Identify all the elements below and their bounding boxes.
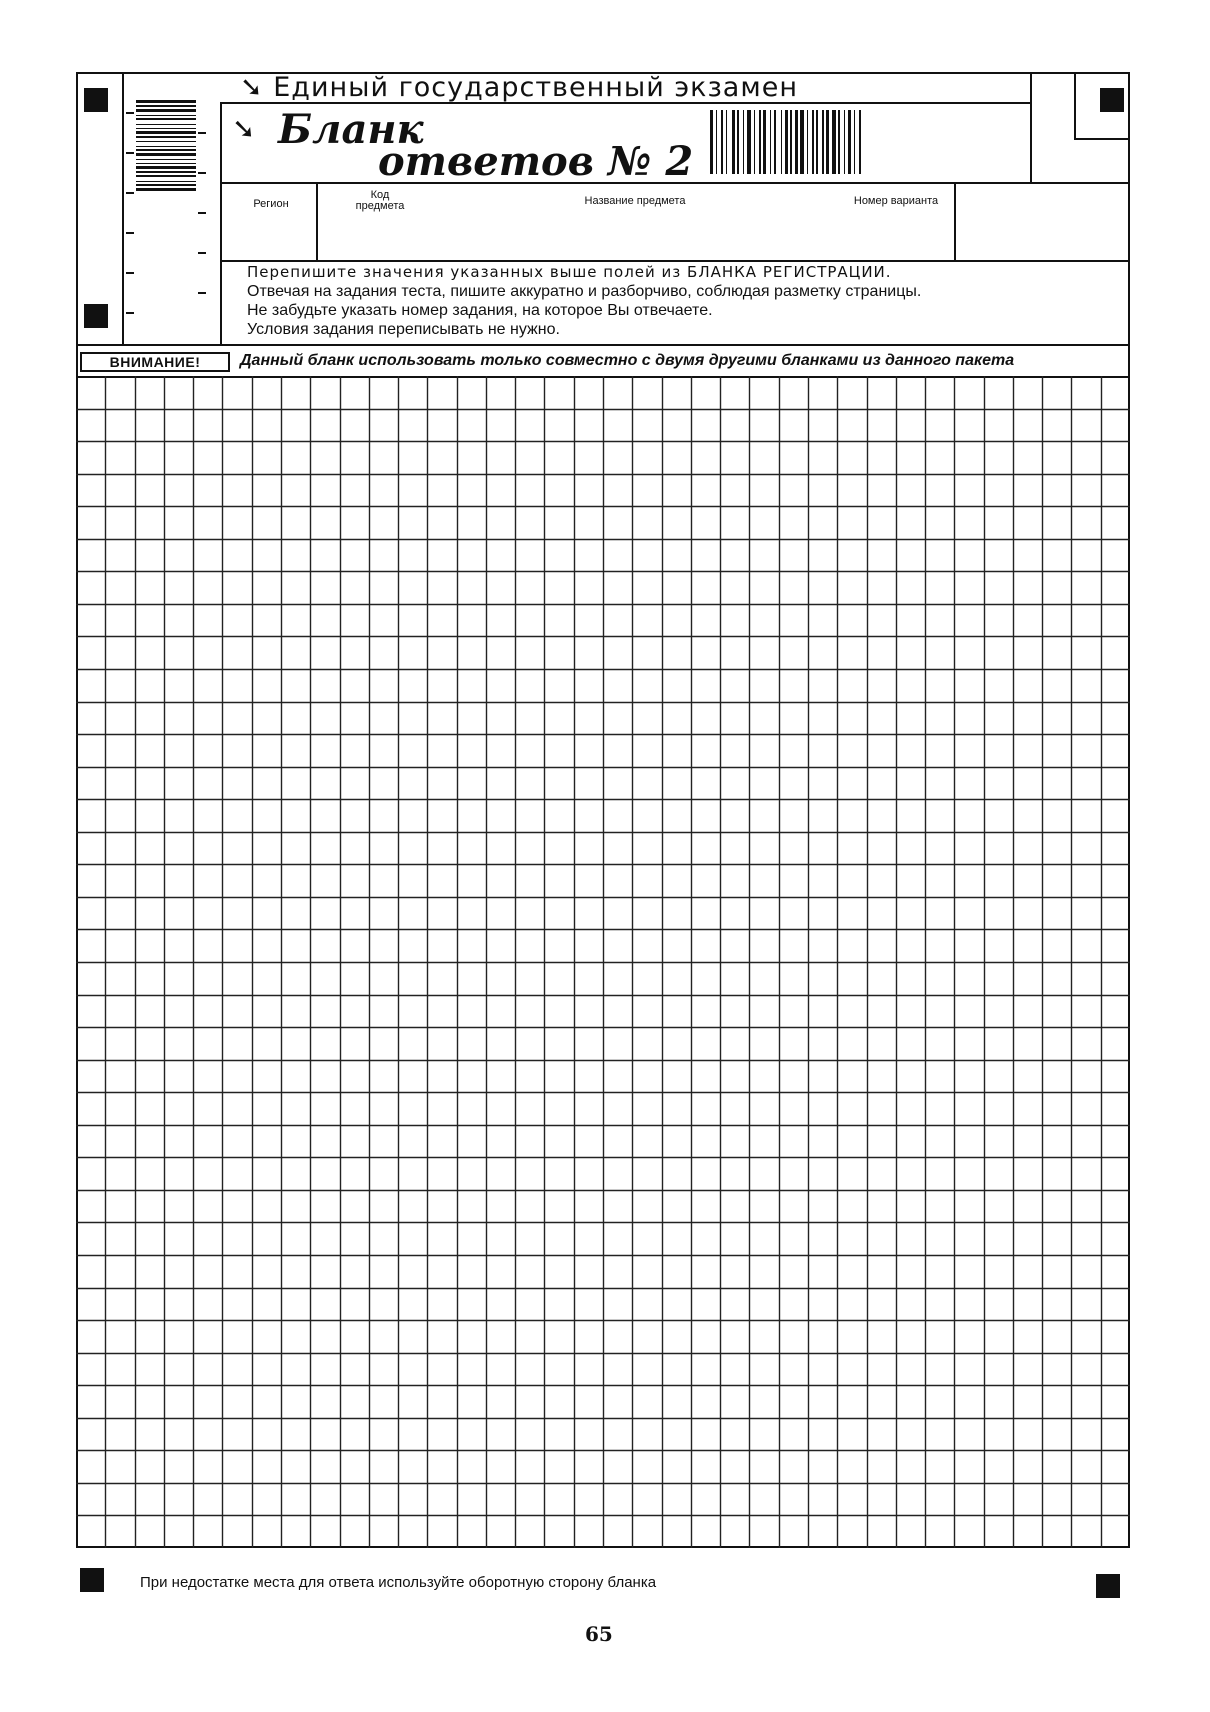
barcode-bar xyxy=(774,110,776,174)
barcode-bar xyxy=(826,110,829,174)
barcode-bar xyxy=(759,110,761,174)
barcode-bar xyxy=(136,163,196,164)
header-inner-left xyxy=(220,102,222,344)
field-label-variant-number: Номер варианта xyxy=(853,195,939,207)
barcode-bar xyxy=(754,110,755,174)
barcode-bar xyxy=(854,110,855,174)
barcode-bar xyxy=(844,110,845,174)
barcode-bar xyxy=(136,128,196,129)
barcode-bar xyxy=(747,110,751,174)
barcode-bar xyxy=(136,118,196,120)
barcode-bar xyxy=(770,110,771,174)
barcode-bar xyxy=(136,115,196,116)
barcode-bar xyxy=(800,110,804,174)
form-arrow xyxy=(232,112,255,145)
footer-note: При недостатке места для ответа используйте оборотную сторону бланка xyxy=(140,1574,657,1591)
barcode-bar xyxy=(743,110,744,174)
field-divider-2 xyxy=(954,182,956,260)
field-label-subject-code xyxy=(340,190,420,212)
barcode-bar xyxy=(136,136,196,138)
barcode-tick xyxy=(126,312,134,314)
barcode-bar xyxy=(721,110,723,174)
barcode-bar xyxy=(136,146,196,147)
left-column-divider xyxy=(122,72,124,344)
barcode-bar xyxy=(136,109,196,112)
field-label-subject-code-line1: Код xyxy=(370,189,390,201)
barcode-bar xyxy=(136,159,196,160)
instructions-block xyxy=(247,263,921,339)
barcode-bar xyxy=(136,181,196,182)
barcode-bar xyxy=(136,166,196,169)
answer-grid[interactable] xyxy=(76,376,1130,1548)
barcode-bar xyxy=(136,175,196,177)
instruction-line: Условия задания переписывать не нужно. xyxy=(247,321,560,338)
barcode-bar xyxy=(832,110,836,174)
horizontal-barcode xyxy=(710,110,1002,176)
barcode-tick xyxy=(126,192,134,194)
fields-bottom-line xyxy=(220,260,1130,262)
barcode-bar xyxy=(785,110,788,174)
page-number: 65 xyxy=(585,1622,613,1646)
barcode-tick xyxy=(198,132,206,134)
barcode-bar xyxy=(822,110,824,174)
right-box-inner xyxy=(1074,72,1076,138)
barcode-bar xyxy=(790,110,792,174)
barcode-bar xyxy=(816,110,818,174)
form-title-line2: ответов № 2 xyxy=(378,138,694,185)
instruction-line: Отвечая на задания теста, пишите аккуратно и разборчиво, соблюдая разметку страницы. xyxy=(247,283,922,300)
barcode-bar xyxy=(136,184,196,186)
field-label-subject-code-line2: предмета xyxy=(355,200,405,212)
barcode-bar xyxy=(781,110,782,174)
barcode-bar xyxy=(136,124,196,125)
instructions-bottom-line xyxy=(76,344,1130,346)
barcode-bar xyxy=(795,110,798,174)
barcode-bar xyxy=(136,105,196,107)
barcode-bar xyxy=(136,188,196,191)
attention-label: ВНИМАНИЕ! xyxy=(80,352,230,372)
instruction-line: Перепишите значения указанных выше полей из БЛАНКА РЕГИСТРАЦИИ. xyxy=(247,263,892,281)
barcode-tick xyxy=(198,292,206,294)
barcode-bar xyxy=(136,153,196,156)
barcode-bar xyxy=(716,110,717,174)
exam-title-text: Единый государственный экзамен xyxy=(273,72,798,103)
barcode-bar xyxy=(848,110,851,174)
barcode-bar xyxy=(136,171,196,173)
barcode-bar xyxy=(136,141,196,142)
barcode-bar xyxy=(838,110,840,174)
barcode-tick xyxy=(198,212,206,214)
field-divider-1 xyxy=(316,182,318,260)
right-box-tick xyxy=(1074,138,1130,140)
barcode-tick xyxy=(126,232,134,234)
right-box-divider xyxy=(1030,72,1032,182)
barcode-bar xyxy=(807,110,808,174)
arrow-icon: ➘ xyxy=(240,72,264,103)
barcode-bar xyxy=(136,149,196,151)
field-label-subject-name: Название предмета xyxy=(584,195,686,207)
barcode-bar xyxy=(812,110,814,174)
barcode-bar xyxy=(732,110,735,174)
barcode-bar xyxy=(710,110,713,174)
arrow-icon: ➘ xyxy=(232,112,256,145)
vertical-barcode xyxy=(126,98,220,324)
barcode-bar xyxy=(726,110,727,174)
barcode-tick xyxy=(198,172,206,174)
form-title-line1: Бланк xyxy=(278,106,424,153)
barcode-bar xyxy=(763,110,766,174)
barcode-bar xyxy=(136,131,196,134)
barcode-tick xyxy=(126,152,134,154)
barcode-bar xyxy=(136,100,196,103)
exam-title xyxy=(240,72,798,103)
corner-marker-bottom-right xyxy=(1096,1574,1120,1598)
attention-text: Данный бланк использовать только совместно с двумя другими бланками из данного пакета xyxy=(240,352,1015,369)
barcode-tick xyxy=(126,112,134,114)
field-label-region: Регион xyxy=(253,198,289,210)
barcode-bar xyxy=(859,110,861,174)
barcode-bar xyxy=(737,110,739,174)
instruction-line: Не забудьте указать номер задания, на которое Вы отвечаете. xyxy=(247,302,713,319)
barcode-tick xyxy=(198,252,206,254)
barcode-tick xyxy=(126,272,134,274)
corner-marker-bottom-left xyxy=(80,1568,104,1592)
